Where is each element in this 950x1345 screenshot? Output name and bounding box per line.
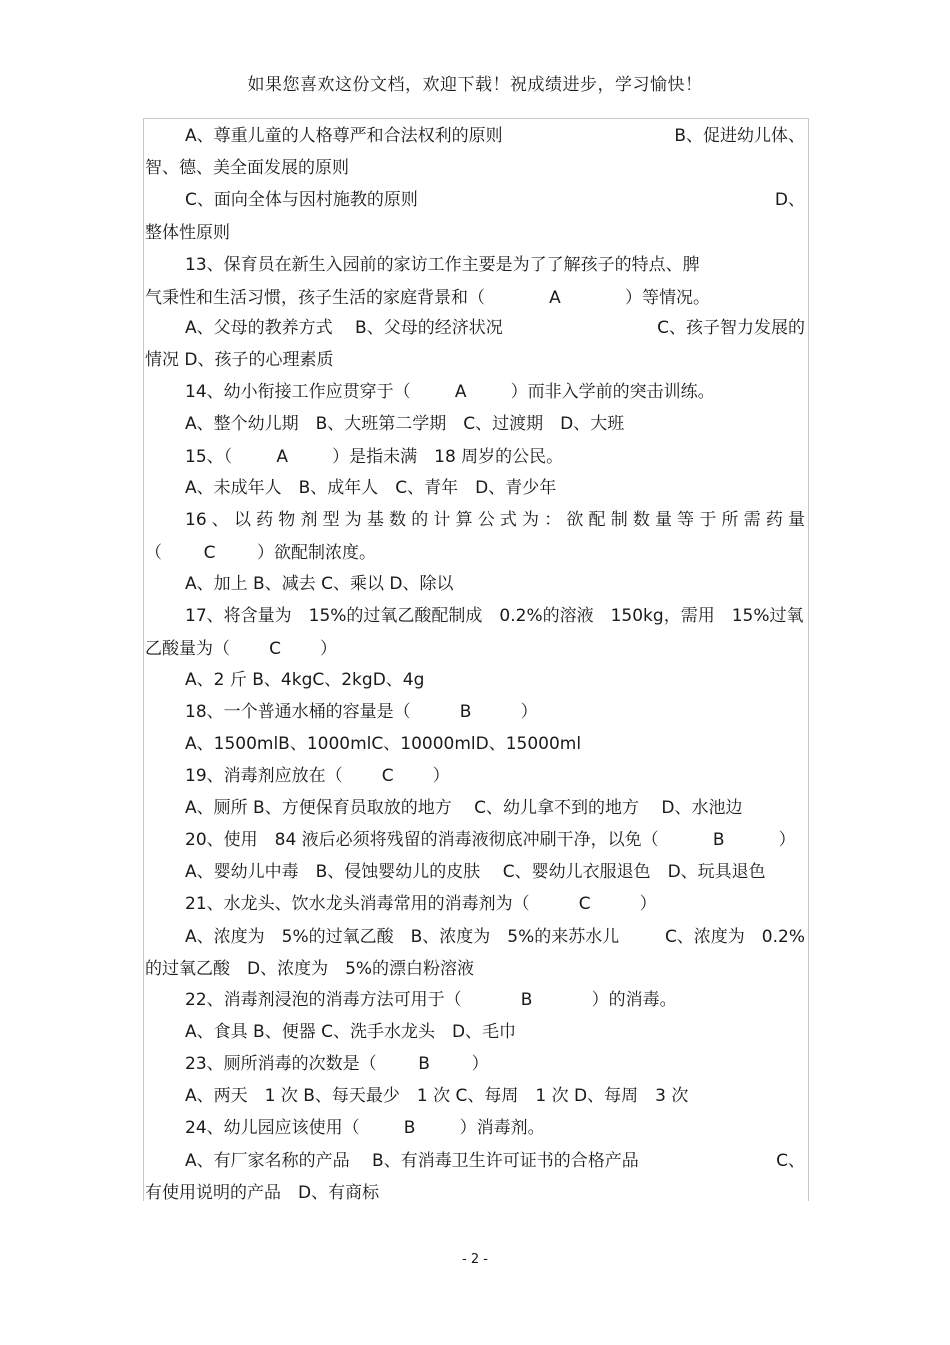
question-text: （ — [145, 543, 162, 563]
continuation-line: 整体性原则 — [145, 223, 230, 243]
question-text: 18、一个普通水桶的容量是（ — [185, 702, 411, 722]
page-header: 如果您喜欢这份文档，欢迎下载！祝成绩进步，学习愉快！ — [247, 75, 703, 95]
continuation-line: 情况 D、孩子的心理素质 — [145, 350, 334, 370]
answer-letter: C — [381, 766, 394, 786]
question-text: 气秉性和生活习惯，孩子生活的家庭背景和（ — [145, 288, 485, 308]
question-text: ） — [432, 766, 450, 786]
option-line: A、2 斤 B、4kgC、2kgD、4g — [185, 670, 425, 690]
option-text: A、有厂家名称的产品 B、有消毒卫生许可证书的合格产品 — [185, 1151, 639, 1171]
option-line — [185, 125, 805, 147]
question-14 — [185, 381, 805, 403]
page-number: - 2 - — [462, 1252, 488, 1267]
question-line — [145, 287, 805, 309]
question-text: ）而非入学前的突击训练。 — [510, 382, 715, 402]
option-text: D、 — [774, 190, 805, 210]
question-text: 23、厕所消毒的次数是（ — [185, 1054, 377, 1074]
option-line — [185, 1150, 805, 1172]
question-22 — [185, 989, 805, 1011]
continuation-line: 的过氧乙酸 D、浓度为 5%的漂白粉溶液 — [145, 959, 475, 979]
option-line: A、两天 1 次 B、每天最少 1 次 C、每周 1 次 D、每周 3 次 — [185, 1086, 689, 1106]
option-text: C、孩子智力发展的 — [657, 318, 805, 338]
question-21 — [185, 893, 805, 915]
option-line: A、1500mlB、1000mlC、10000mlD、15000ml — [185, 734, 582, 754]
answer-letter: B — [418, 1054, 430, 1074]
question-line — [145, 542, 805, 564]
option-text: A、尊重儿童的人格尊严和合法权利的原则 — [185, 126, 503, 146]
question-text: ）的消毒。 — [591, 990, 677, 1010]
question-text: ） — [471, 1054, 489, 1074]
answer-letter: A — [276, 447, 288, 467]
option-text: C、 — [776, 1151, 805, 1171]
question-text: ）欲配制浓度。 — [257, 543, 376, 563]
question-text: 14、幼小衔接工作应贯穿于（ — [185, 382, 411, 402]
question-text: 24、幼儿园应该使用（ — [185, 1118, 360, 1138]
continuation-line: 智、德、美全面发展的原则 — [145, 158, 349, 178]
answer-letter: C — [203, 543, 216, 563]
option-line — [185, 317, 805, 339]
option-line: A、厕所 B、方便保育员取放的地方 C、幼儿拿不到的地方 D、水池边 — [185, 798, 743, 818]
question-19 — [185, 765, 805, 787]
question-16: 16、以药物剂型为基数的计算公式为：欲配制数量等于所需药量 — [185, 510, 805, 530]
option-line: A、未成年人 B、成年人 C、青年 D、青少年 — [185, 478, 557, 498]
option-text: A、浓度为 5%的过氧乙酸 B、浓度为 5%的来苏水儿 — [185, 927, 620, 947]
question-23 — [185, 1053, 805, 1075]
option-line: A、整个幼儿期 B、大班第二学期 C、过渡期 D、大班 — [185, 414, 625, 434]
option-line: A、食具 B、便器 C、洗手水龙头 D、毛巾 — [185, 1022, 517, 1042]
option-text: C、浓度为 0.2% — [664, 927, 805, 947]
question-text: ）是指未满 18 周岁的公民。 — [332, 447, 564, 467]
answer-letter: B — [520, 990, 533, 1010]
option-text: B、促进幼儿体、 — [674, 126, 805, 146]
answer-letter: C — [269, 639, 281, 659]
answer-letter: A — [549, 288, 561, 308]
answer-letter: C — [578, 894, 591, 914]
question-text: 乙酸量为（ — [145, 639, 230, 659]
option-line — [185, 189, 805, 211]
question-13: 13、保育员在新生入园前的家访工作主要是为了了解孩子的特点、脾 — [185, 255, 700, 275]
question-18 — [185, 701, 805, 723]
option-line — [185, 926, 805, 948]
option-line: A、加上 B、减去 C、乘以 D、除以 — [185, 574, 454, 594]
question-text: 21、水龙头、饮水龙头消毒常用的消毒剂为（ — [185, 894, 530, 914]
question-text: 22、消毒剂浸泡的消毒方法可用于（ — [185, 990, 462, 1010]
answer-letter: B — [459, 702, 472, 722]
question-17: 17、将含量为 15%的过氧乙酸配制成 0.2%的溶液 150kg，需用 15%过氧 — [185, 606, 804, 626]
question-text: 20、使用 84 液后必须将残留的消毒液彻底冲刷干净，以免（ — [185, 830, 659, 850]
option-line: A、婴幼儿中毒 B、侵蚀婴幼儿的皮肤 C、婴幼儿衣服退色 D、玩具退色 — [185, 862, 766, 882]
question-text: ） — [320, 639, 337, 659]
question-line — [145, 638, 805, 660]
answer-letter: B — [712, 830, 725, 850]
question-text: ）等情况。 — [625, 288, 710, 308]
continuation-line: 有使用说明的产品 D、有商标 — [145, 1183, 380, 1203]
answer-letter: A — [454, 382, 467, 402]
option-text: C、面向全体与因村施教的原则 — [185, 190, 418, 210]
question-15 — [185, 446, 805, 468]
option-text: A、父母的教养方式 B、父母的经济状况 — [185, 318, 503, 338]
question-text: ） — [778, 830, 796, 850]
question-24 — [185, 1117, 805, 1139]
question-text: 19、消毒剂应放在（ — [185, 766, 343, 786]
question-text: ） — [520, 702, 538, 722]
question-text: 15、（ — [185, 447, 233, 467]
question-text: ）消毒剂。 — [459, 1118, 545, 1138]
question-20 — [185, 829, 805, 851]
question-text: ） — [639, 894, 657, 914]
answer-letter: B — [403, 1118, 416, 1138]
